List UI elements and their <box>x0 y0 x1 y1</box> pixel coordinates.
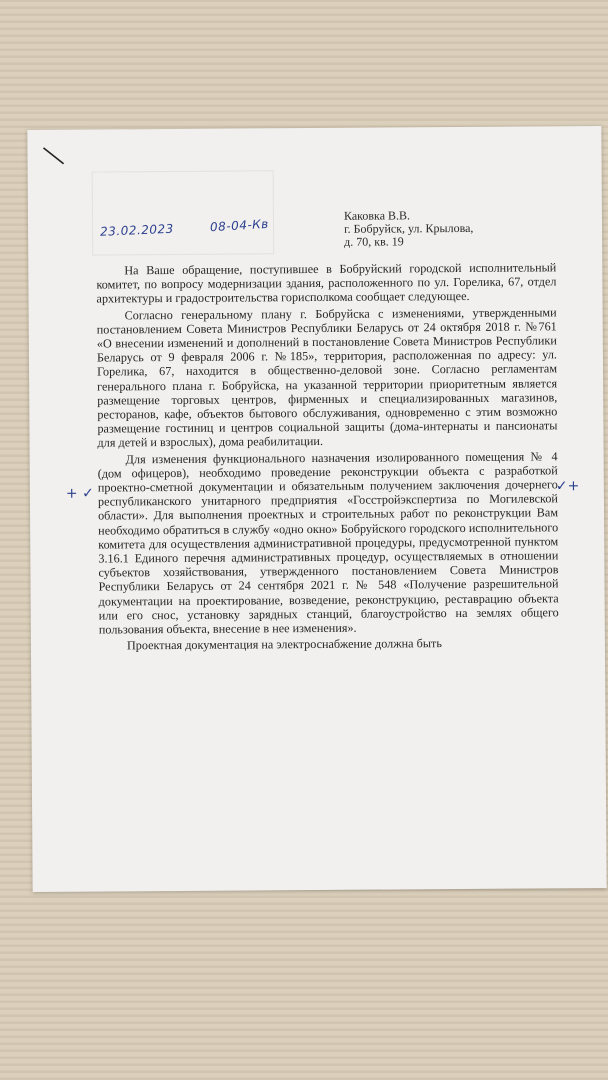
right-margin-check-mark: ✓+ <box>555 478 580 495</box>
handwritten-reference-number: 08-04-Кв <box>209 216 270 235</box>
addressee-name: Каковка В.В. <box>343 208 411 223</box>
paragraph-general-plan: Согласно генеральному плану г. Бобруйска с изменениями, утвержденными постановлением Совета Министров Республики Беларусь от 24 октября 2018 г. №761 «О внесении изменений и дополнений в постановление Совета Министров Республики Беларусь от 9 февраля 2006 г. №185», территория, расположенная по адресу: ул. Горелика, 67, находится в общественно-деловой зоне. Согласно регламентам генерального плана г. Бобруйска, на указанной территории приоритетным является размещение торговых центров, фирменных и специализированных магазинов, ресторанов, кафе, объектов бытового обслуживания, одновременно с этим возможно размещение гостиниц и центров социальной защиты (дома-интернаты и пансионаты для детей и взрослых), дома реабилитации. <box>96 304 558 450</box>
document-page <box>27 126 606 892</box>
paragraph-intro: На Ваше обращение, поступившее в Бобруйский городской исполнительный комитет, по вопросу модернизации здания, расположенного по ул. Горелика, 67, отдел архитектуры и градостроительства горисполкома сообщает следующее. <box>96 260 557 306</box>
handwritten-date: 23.02.2023 <box>99 221 175 239</box>
paragraph-reconstruction: Для изменения функционального назначения изолированного помещения № 4 (дом офицеров), необходимо проведение реконструкции объекта с разработкой проектно-сметной документации и обязательным получением заключения дочернего республиканского унитарного предприятия «Госстройэкспертиза по Могилевской области». Для выполнения проектных и строительных работ по реконструкции Вам необходимо обратиться в службу «одно окно» Бобруйского городского исполнительного комитета для осуществления административной процедуры, предусмотренной пунктом 3.16.1 Единого перечня административных процедур, осуществляемых в отношении субъектов хозяйствования, утвержденного постановлением Совета Министров Республики Беларусь от 24 сентября 2021 г. № 548 «Получение разрешительной документации на проектирование, возведение, реконструкцию, реставрацию объекта или его снос, установку зарядных станций, благоустройство на землях общего пользования объекта, внесение в нее изменения». <box>97 448 559 637</box>
left-margin-check-mark: + ✓ <box>65 485 94 502</box>
letter-body <box>96 260 559 655</box>
registration-stamp-area <box>92 170 275 255</box>
addressee-city-street: г. Бобруйск, ул. Крылова, <box>343 220 474 236</box>
addressee-block <box>344 208 584 249</box>
addressee-house: д. 70, кв. 19 <box>344 234 404 249</box>
corner-pen-stroke <box>41 144 65 168</box>
paragraph-electricity: Проектная документация на электроснабжение должна быть <box>126 636 442 653</box>
